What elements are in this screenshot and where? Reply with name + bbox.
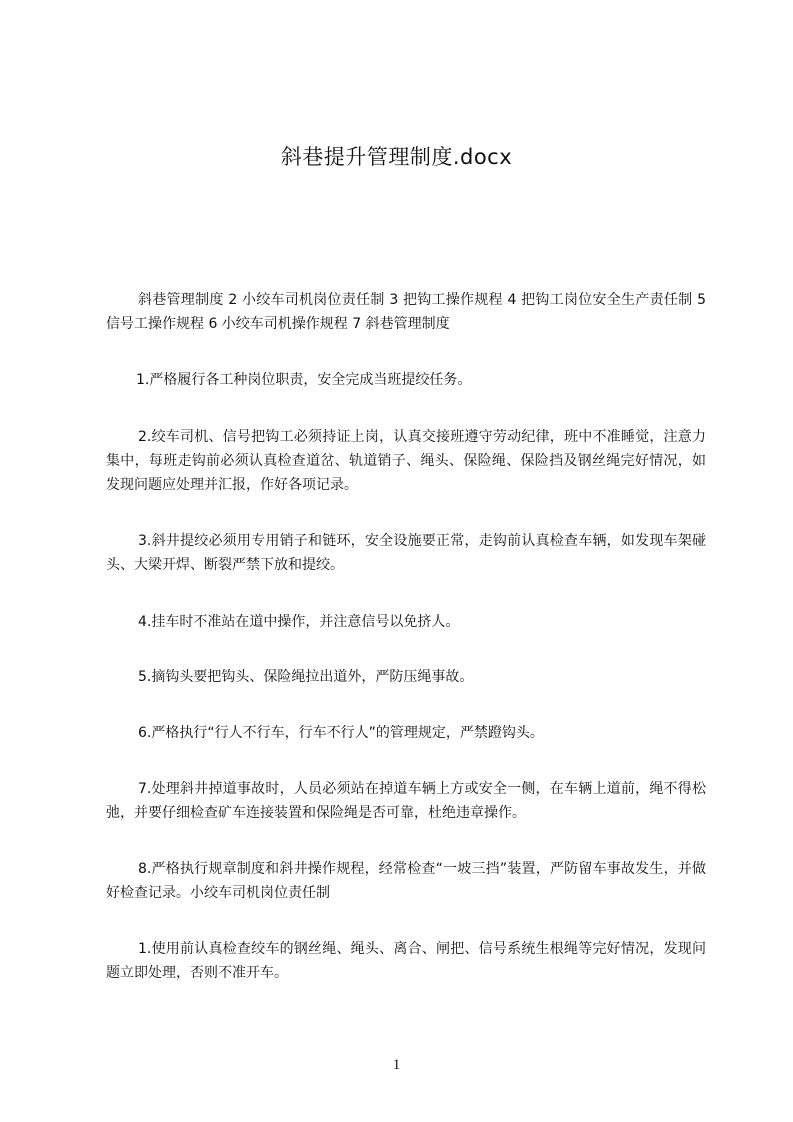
paragraph-item-2: 2.绞车司机、信号把钩工必须持证上岗，认真交接班遵守劳动纪律，班中不准睡觉，注意力集中，每班走钩前必须认真检查道岔、轨道销子、绳头、保险绳、保险挡及钢丝绳完好情况，如发现问题应处理并汇报，作好各项记录。 <box>106 429 706 493</box>
document-body <box>106 288 706 985</box>
paragraph-item-6: 6.严格执行“行人不行车，行车不行人”的管理规定，严禁蹬钩头。 <box>138 725 544 741</box>
page-number: 1 <box>392 1057 401 1073</box>
paragraph-item-5: 5.摘钩头要把钩头、保险绳拉出道外，严防压绳事故。 <box>138 669 474 685</box>
paragraph-item-8: 8.严格执行规章制度和斜井操作规程，经常检查“一坡三挡”装置，严防留车事故发生，并做好检查记录。小绞车司机岗位责任制 <box>106 861 706 901</box>
paragraph-winch-item-1: 1.使用前认真检查绞车的钢丝绳、绳头、离合、闸把、信号系统生根绳等完好情况，发现问题立即处理，否则不准开车。 <box>106 941 706 981</box>
paragraph-item-7: 7.处理斜井掉道事故时，人员必须站在掉道车辆上方或安全一侧，在车辆上道前，绳不得松弛，并要仔细检查矿车连接装置和保险绳是否可靠，杜绝违章操作。 <box>106 781 706 821</box>
paragraph-item-3: 3.斜井提绞必须用专用销子和链环，安全设施要正常，走钩前认真检查车辆，如发现车架碰头、大梁开焊、断裂严禁下放和提绞。 <box>106 533 706 573</box>
document-title: 斜巷提升管理制度.docx <box>280 145 513 169</box>
paragraph-contents: 斜巷管理制度 2 小绞车司机岗位责任制 3 把钩工操作规程 4 把钩工岗位安全生产责任制 5 信号工操作规程 6 小绞车司机操作规程 7 斜巷管理制度 <box>106 292 706 332</box>
paragraph-item-4: 4.挂车时不准站在道中操作，并注意信号以免挤人。 <box>138 614 460 630</box>
paragraph-item-1: 1.严格履行各工种岗位职责，安全完成当班提绞任务。 <box>136 372 472 388</box>
